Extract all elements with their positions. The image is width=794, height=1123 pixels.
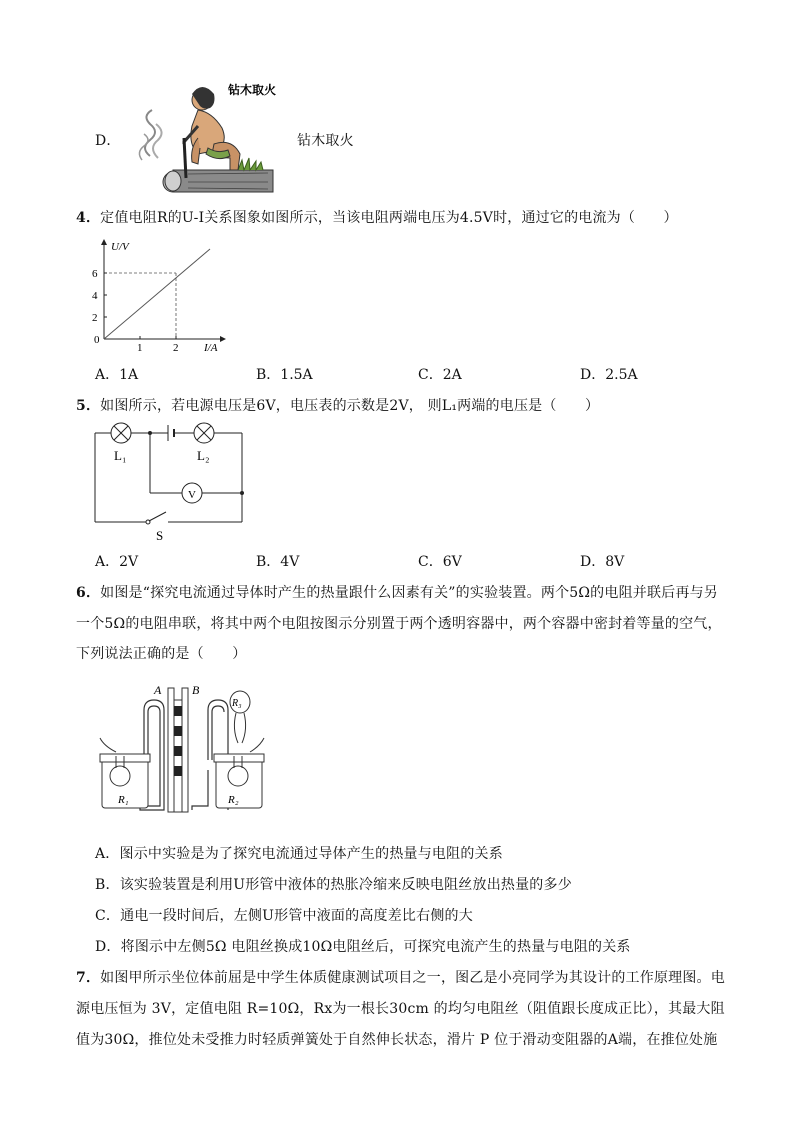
q4-number: 4． bbox=[76, 210, 101, 226]
q5-number: 5． bbox=[76, 398, 101, 414]
q6-option-a[interactable]: A．图示中实验是为了探究电流通过导体产生的热量与电阻的关系 bbox=[95, 846, 503, 862]
q7-number: 7． bbox=[76, 970, 101, 986]
q5-switch-label: S bbox=[156, 528, 164, 543]
q6-option-c[interactable]: C．通电一段时间后，左侧U形管中液面的高度差比右侧的大 bbox=[95, 908, 473, 924]
q6-label-a: A bbox=[154, 683, 162, 697]
q5-stem-text: 如图所示，若电源电压是6V，电压表的示数是2V， 则L₁两端的电压是（ ） bbox=[100, 398, 600, 414]
q3-image-caption: 钻木取火 bbox=[228, 83, 277, 97]
q6-stem-line3: 下列说法正确的是（ ） bbox=[76, 646, 247, 662]
q6-option-d[interactable]: D．将图示中左侧5Ω 电阻丝换成10Ω电阻丝后，可探究电流产生的热量与电阻的关系 bbox=[95, 939, 631, 955]
q4-stem bbox=[76, 207, 678, 227]
q6-number: 6． bbox=[76, 585, 101, 601]
q7-line3: 值为30Ω，推位处未受推力时轻质弹簧处于自然伸长状态，滑片 P 位于滑动变阻器的A端，在推位处施 bbox=[76, 1032, 718, 1048]
q6-stem-line2: 一个5Ω的电阻串联，将其中两个电阻按图示分别置于两个透明容器中，两个容器中密封着等量的空气， bbox=[76, 616, 722, 632]
q4-origin-label: 0 bbox=[94, 334, 100, 346]
q5-l2-label: L₂ bbox=[197, 448, 210, 463]
q3-option-d-text: 钻木取火 bbox=[297, 133, 354, 149]
q5-option-c[interactable]: C．6V bbox=[418, 554, 462, 570]
q7-line2: 源电压恒为 3V，定值电阻 R=10Ω，Rx为一根长30cm 的均匀电阻丝（阻值跟长度成正比），其最大阻 bbox=[76, 1001, 725, 1017]
q5-option-a[interactable]: A．2V bbox=[95, 554, 139, 570]
q5-option-b[interactable]: B．4V bbox=[256, 554, 300, 570]
q3-option-d-letter: D． bbox=[95, 133, 121, 149]
q6-label-b: B bbox=[192, 683, 200, 697]
q4-stem-text: 定值电阻R的U-I关系图象如图所示，当该电阻两端电压为4.5V时，通过它的电流为（ ） bbox=[100, 210, 678, 226]
q4-x-tick-2: 2 bbox=[173, 342, 179, 353]
q6-label-r1: R₁ bbox=[118, 794, 129, 806]
q5-circuit-diagram bbox=[88, 420, 252, 544]
q6-option-b[interactable]: B．该实验装置是利用U形管中液体的热胀冷缩来反映电阻丝放出热量的多少 bbox=[95, 877, 572, 893]
q4-ui-graph bbox=[92, 237, 232, 353]
q4-option-d[interactable]: D．2.5A bbox=[580, 367, 638, 383]
q4-option-c[interactable]: C．2A bbox=[418, 367, 462, 383]
q4-y-axis-label: U/V bbox=[111, 241, 129, 253]
q4-option-b[interactable]: B．1.5A bbox=[256, 367, 313, 383]
q5-l1-label: L₁ bbox=[114, 448, 127, 463]
q4-option-a[interactable]: A．1A bbox=[95, 367, 139, 383]
q4-y-tick-2: 2 bbox=[92, 312, 98, 324]
q4-x-axis-label: I/A bbox=[204, 342, 218, 353]
q6-stem-line1: 6．如图是“探究电流通过导体时产生的热量跟什么因素有关”的实验装置。两个5Ω的电阻并联后再与另 bbox=[76, 585, 718, 601]
q5-option-d[interactable]: D．8V bbox=[580, 554, 625, 570]
q4-x-tick-1: 1 bbox=[137, 342, 143, 353]
q6-label-r3: R₃ bbox=[232, 698, 242, 709]
q7-line1: 7．如图甲所示坐位体前屈是中学生体质健康测试项目之一，图乙是小亮同学为其设计的工作原理图。电 bbox=[76, 970, 725, 986]
q6-label-r2: R₂ bbox=[228, 794, 239, 806]
q3-illustration bbox=[128, 78, 288, 196]
q6-apparatus-diagram bbox=[96, 680, 272, 818]
q5-stem bbox=[76, 395, 599, 415]
q4-y-tick-6: 6 bbox=[92, 268, 98, 280]
q5-voltmeter-label: V bbox=[188, 489, 196, 501]
q4-y-tick-4: 4 bbox=[92, 290, 98, 302]
